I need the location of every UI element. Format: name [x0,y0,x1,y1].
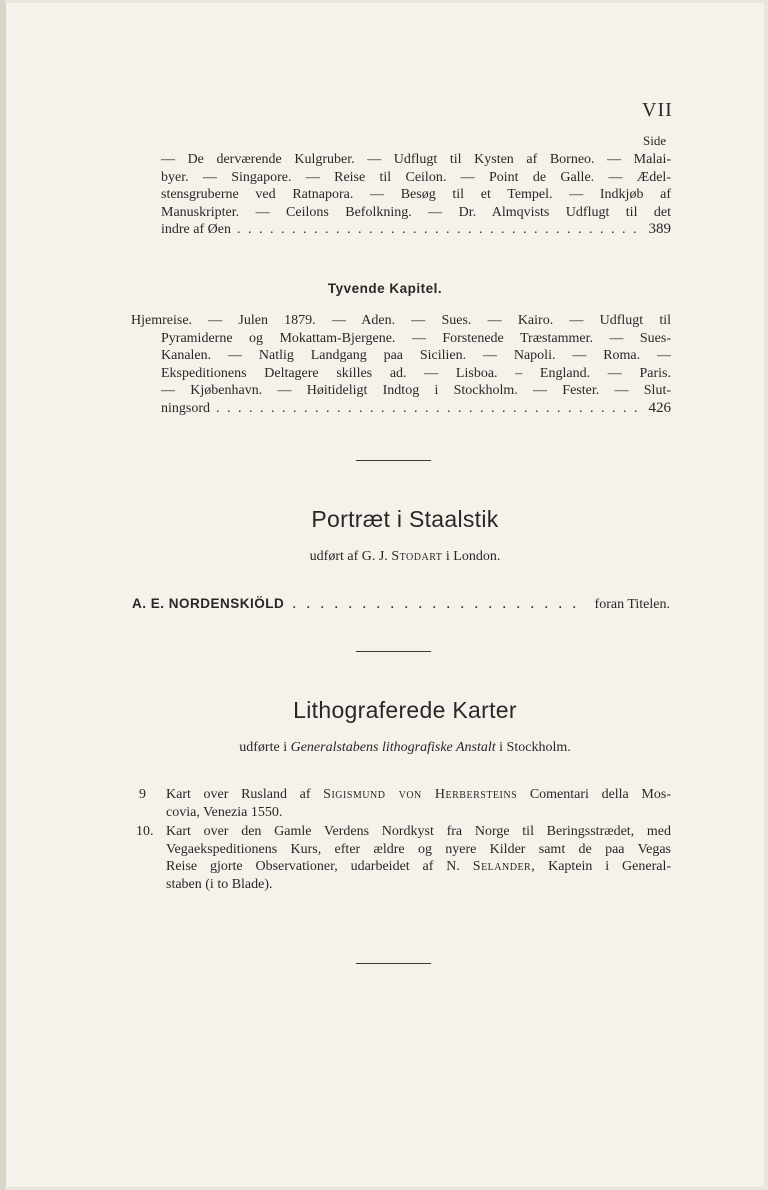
entry-line: indre af Øen [161,222,231,237]
chapter-summary [161,330,671,418]
credit-suffix: i Stockholm. [499,740,571,755]
map-text: Kaptein i General- [548,859,672,874]
entry-line: ningsord [161,400,210,416]
map-line [166,786,671,804]
dot-leader [231,221,643,239]
entry-last-line [161,400,671,418]
side-column-label: Side [643,133,667,148]
entry-line: Kanalen. — Natlig Landgang paa Sicilien. — Napoli. — Roma. — [161,348,671,363]
entry-line: Pyramiderne og Mokattam-Bjergene. — Forstenede Træstammer. — Sues- [161,330,671,346]
page-reference: 426 [648,399,671,416]
entry-line: Hjemreise. — Julen 1879. — Aden. — Sues. — Kairo. — Udflugt til [131,313,671,328]
map-text: Kart over Rusland af [166,787,311,802]
author-name: Selander, [472,859,536,874]
section-divider [356,963,431,964]
credit-suffix: i London. [445,549,501,564]
entry-line: stensgruberne ved Ratnapora. — Besøg til et Tempel. — Indkjøb af [161,187,671,202]
portrait-location: foran Titelen. [594,597,670,612]
map-list-item [136,823,671,893]
chapter-heading: Tyvende Kapitel. [327,281,443,296]
map-line: Kart over den Gamle Verdens Nordkyst fra Norge til Beringsstrædet, med [166,824,671,839]
portrait-credit [6,549,768,565]
entry-line: — Kjøbenhavn. — Høitideligt Indtog i Stockholm. — Fester. — Slut- [161,383,671,398]
credit-prefix: udførte i [239,740,288,755]
portrait-section-title: Portræt i Staalstik [311,506,499,532]
map-line: covia, Venezia 1550. [166,804,283,820]
dot-leader [284,595,584,613]
book-page [5,3,764,1187]
map-text: Reise gjorte Observationer, udarbeidet af N. [166,859,460,874]
section-divider [356,460,431,461]
institute-name: Generalstabens lithografiske Anstalt [290,740,496,755]
entry-line: byer. — Singapore. — Reise til Ceilon. — Point de Galle. — Ædel- [161,169,671,185]
maps-credit [6,740,768,756]
section-divider [356,651,431,652]
map-line: Vegaekspeditionens Kurs, efter ældre og nyere Kilder samt de paa Vegas [166,841,671,857]
portrait-entry [132,595,670,613]
author-name: Sigismund von Herbersteins [323,787,518,802]
chapter-first-line [131,312,671,330]
entry-line: Ekspeditionens Deltagere skilles ad. — Lisboa. – England. — Paris. [161,365,671,381]
map-line [166,858,671,876]
map-text: Comentari della Mos- [529,787,671,802]
map-line: staben (i to Blade). [166,876,273,892]
maps-section-title: Lithograferede Karter [293,697,517,723]
credit-prefix: udført af G. J. [309,549,388,564]
entry-line: Manuskripter. — Ceilons Befolkning. — Dr. Almqvists Udflugt til det [161,204,671,220]
map-number: 10. [136,824,154,839]
toc-entry-continuation [161,151,671,239]
map-number: 9 [139,787,146,802]
dot-leader [210,400,643,418]
page-number: VII [642,99,673,121]
page-reference: 389 [648,221,671,237]
entry-last-line [161,221,671,239]
entry-line: — De derværende Kulgruber. — Udflugt til Kysten af Borneo. — Malai- [161,152,671,167]
portrait-subject: A. E. NORDENSKIÖLD [132,596,285,611]
engraver-name: Stodart [391,549,443,564]
map-list-item [136,786,671,821]
